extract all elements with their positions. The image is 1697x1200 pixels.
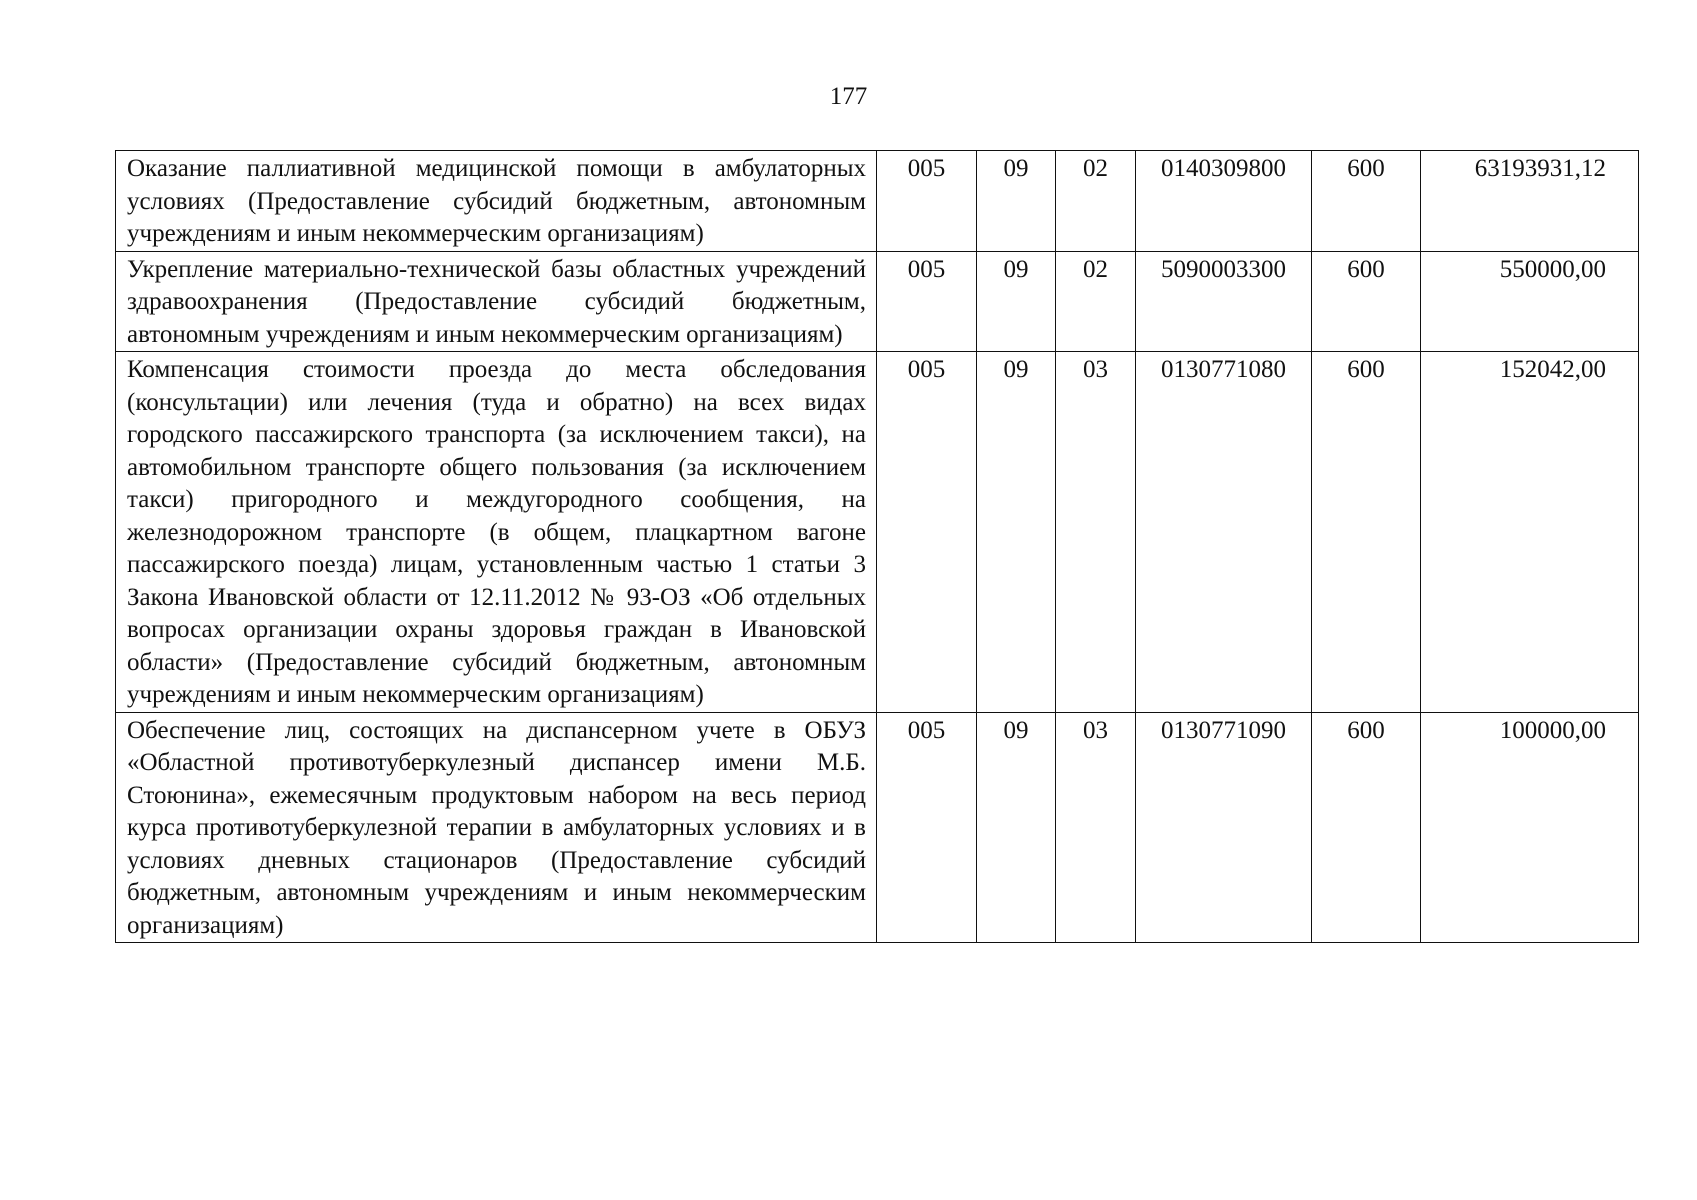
admin-code: 005 — [877, 712, 977, 943]
expense-type-code: 600 — [1312, 151, 1421, 252]
expense-type-code: 600 — [1312, 251, 1421, 352]
table-row — [116, 251, 1639, 352]
subsection-code: 02 — [1056, 251, 1136, 352]
page-number: 177 — [829, 83, 868, 110]
admin-code: 005 — [877, 251, 977, 352]
amount: 550000,00 — [1421, 251, 1639, 352]
target-article-code: 0140309800 — [1136, 151, 1312, 252]
expense-type-code: 600 — [1312, 712, 1421, 943]
admin-code: 005 — [877, 352, 977, 713]
amount: 100000,00 — [1421, 712, 1639, 943]
row-description: Обеспечение лиц, состоящих на диспансерном учете в ОБУЗ «Областной противотуберкулезный диспансер имени М.Б. Стоюнина», ежемесячным продуктовым набором на весь период курса противотуберкулезной терапии в амбулаторных условиях и в условиях дневных стационаров (Предоставление субсидий бюджетным, автономным учреждениям и иным некоммерческим организациям) — [116, 712, 877, 943]
expense-type-code: 600 — [1312, 352, 1421, 713]
table-row — [116, 151, 1639, 252]
amount: 152042,00 — [1421, 352, 1639, 713]
table-row — [116, 712, 1639, 943]
admin-code: 005 — [877, 151, 977, 252]
section-code: 09 — [977, 251, 1056, 352]
row-description: Оказание паллиативной медицинской помощи в амбулаторных условиях (Предоставление субсидий бюджетным, автономным учреждениям и иным некоммерческим организациям) — [116, 151, 877, 252]
section-code: 09 — [977, 352, 1056, 713]
section-code: 09 — [977, 151, 1056, 252]
row-description: Укрепление материально-технической базы областных учреждений здравоохранения (Предоставление субсидий бюджетным, автономным учреждениям и иным некоммерческим организациям) — [116, 251, 877, 352]
table-row — [116, 352, 1639, 713]
target-article-code: 0130771090 — [1136, 712, 1312, 943]
subsection-code: 03 — [1056, 712, 1136, 943]
section-code: 09 — [977, 712, 1056, 943]
subsection-code: 02 — [1056, 151, 1136, 252]
target-article-code: 5090003300 — [1136, 251, 1312, 352]
budget-table — [115, 150, 1639, 943]
row-description: Компенсация стоимости проезда до места обследования (консультации) или лечения (туда и обратно) на всех видах городского пассажирского транспорта (за исключением такси), на автомобильном транспорте общего пользования (за исключением такси) пригородного и междугородного сообщения, на железнодорожном транспорте (в общем, плацкартном вагоне пассажирского поезда) лицам, установленным частью 1 статьи 3 Закона Ивановской области от 12.11.2012 № 93-ОЗ «Об отдельных вопросах организации охраны здоровья граждан в Ивановской области» (Предоставление субсидий бюджетным, автономным учреждениям и иным некоммерческим организациям) — [116, 352, 877, 713]
amount: 63193931,12 — [1421, 151, 1639, 252]
subsection-code: 03 — [1056, 352, 1136, 713]
target-article-code: 0130771080 — [1136, 352, 1312, 713]
